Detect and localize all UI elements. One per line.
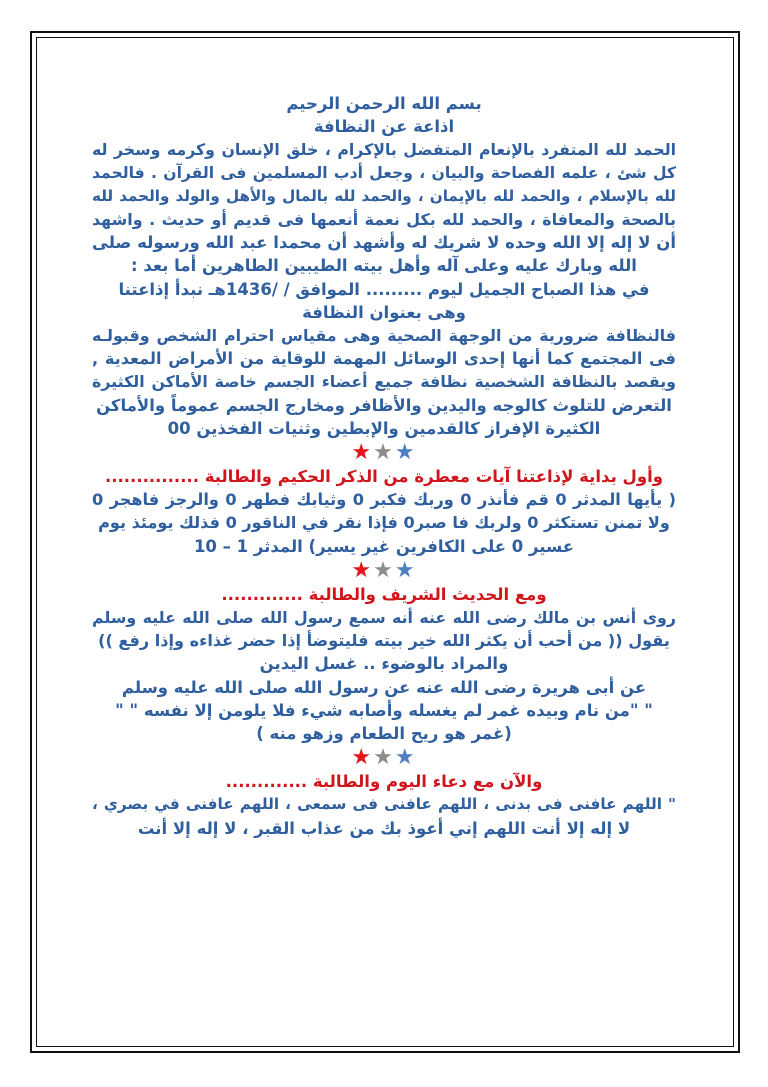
quran-section [92,488,676,558]
star-icon: ★ [373,557,395,583]
star-icon: ★ [394,440,417,466]
dua-heading: والآن مع دعاء اليوم والطالبة ............. [225,772,543,792]
star-divider [92,559,676,583]
date-line: في هذا الصباح الجميل ليوم ......... الموافق / /1436هـ نبدأ إذاعتنا [118,279,650,299]
star-divider [92,746,676,770]
hadith-line: " "من نام وبيده غمر لم يغسله وأصابه شيء فلا يلومن إلا نفسه " " [115,700,653,720]
intro-paragraph [92,138,676,277]
intro-line: أن لا إله إلا الله وحده لا شريك له وأشهد أن محمدا عبد الله ورسوله صلى [92,233,676,253]
cleanliness-line: فالنظافة ضرورية من الوجهة الصحية وهى مقياس احترام الشخص وقبولـه [92,326,676,346]
quran-line: ولا تمنن تستكثر 0 ولربك فا صبر0 فإذا نقر في الناقور 0 فذلك يومئذ يوم [98,513,670,533]
star-divider [92,441,676,465]
page-title: اذاعة عن النظافة [313,117,455,137]
star-icon: ★ [373,745,395,771]
star-icon: ★ [351,440,374,466]
star-icon: ★ [394,557,417,583]
quran-line: ( يأيها المدثر 0 قم فأنذر 0 وربك فكبر 0 وثيابك فطهر 0 والرجز فاهجر 0 [92,490,676,510]
cleanliness-line: فى المجتمع كما أنها إحدى الوسائل المهمة للوقاية من الأمراض المعدية , [92,349,676,369]
cleanliness-paragraph [92,324,676,440]
cleanliness-line: ويقصد بالنظافة الشخصية نظافة جميع أعضاء الجسم خاصة الأماكن الكثيرة [92,372,676,392]
hadith-line: روى أنس بن مالك رضى الله عنه أنه سمع رسول الله صلى الله عليه وسلم [92,608,676,628]
subject-line: وهى بعنوان النظافة [302,302,466,322]
intro-line: كل شئ ، علمه الفصاحة والبيان ، وجعل أدب المسلمين فى القرآن . فالحمد [92,163,676,182]
hadith-line: (غمر هو ريح الطعام وزهو منه ) [256,724,512,744]
intro-line: بالصحة والمعافاة ، والحمد لله بكل نعمة أنعمها فى قديم أو حديث . واشهد [92,210,676,230]
hadith-line: يقول (( من أحب أن يكثر الله خير بيته فليتوضأ إذا حضر غذاءه وإذا رفع )) [98,631,670,651]
star-icon: ★ [394,745,417,771]
basmala: بسم الله الرحمن الرحيم [286,94,482,113]
dua-section [92,793,676,839]
star-icon: ★ [373,440,395,466]
hadith-heading: ومع الحديث الشريف والطالبة ............. [221,584,547,604]
cleanliness-line: التعرض للتلوث كالوجه واليدين والأظافر ومخارج الجسم عموماً والأماكن [96,395,672,415]
hadith-line: والمراد بالوضوء .. غسل اليدين [259,654,509,674]
document-body [92,92,676,840]
dua-line: " اللهم عافنى فى بدنى ، اللهم عافنى فى سمعى ، اللهم عافنى في بصري ، [92,795,676,814]
intro-line: لله بالإسلام ، والحمد لله بالإيمان ، والحمد لله بالمال والأهل والولد والحمد لله [92,186,676,205]
intro-line: الحمد لله المتفرد بالإنعام المتفضل بالإكرام ، خلق الإنسان وكرمه وسخر له [92,140,676,160]
quran-line: عسير 0 على الكافرين غير يسير) المدثر 1 – 10 [193,536,575,556]
dua-line: لا إله إلا أنت اللهم إني أعوذ بك من عذاب القبر ، لا إله إلا أنت [137,818,631,838]
quran-heading: وأول بداية لإذاعتنا آيات معطرة من الذكر الحكيم والطالبة ............... [104,467,663,487]
hadith-line: عن أبى هريرة رضى الله عنه عن رسول الله صلى الله عليه وسلم [121,677,647,697]
star-icon: ★ [351,557,374,583]
cleanliness-line: الكثيرة الإفراز كالقدمين والإبطين وثنيات الفخذين 00 [167,418,601,438]
intro-line: الله وبارك عليه وعلى آله وأهل بيته الطيبين الطاهرين أما بعد : [131,256,637,276]
star-icon: ★ [351,745,374,771]
hadith-section [92,606,676,745]
